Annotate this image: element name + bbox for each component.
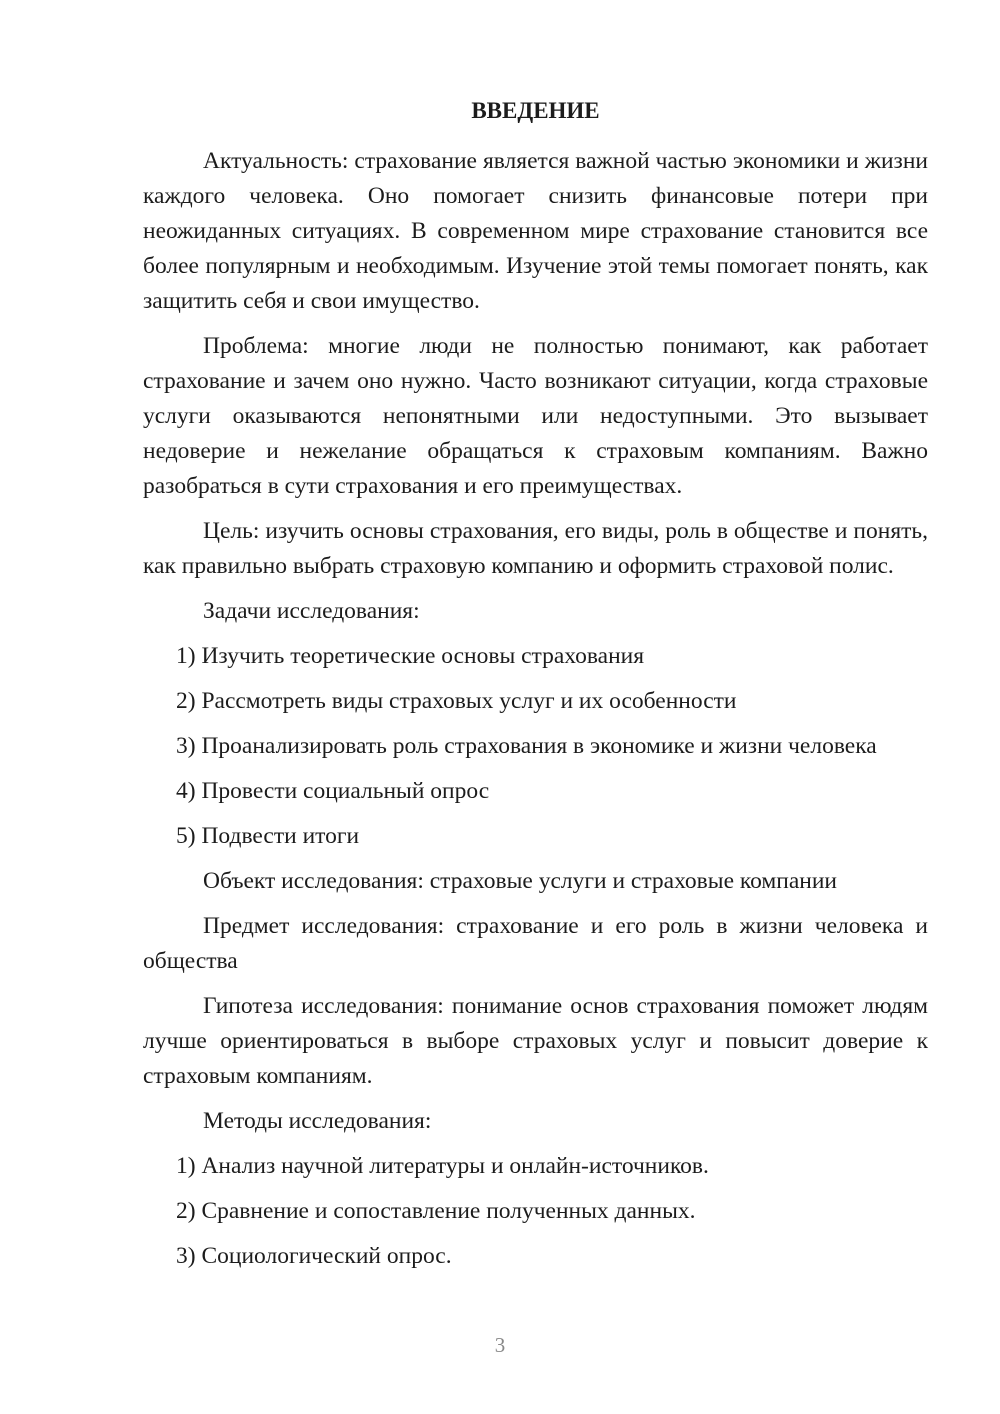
page-number: 3 bbox=[494, 1333, 506, 1357]
page-title: ВВЕДЕНИЕ bbox=[471, 98, 600, 123]
method-item: 1) Анализ научной литературы и онлайн-источников. bbox=[176, 1153, 709, 1179]
relevance-paragraph: Актуальность: страхование является важной частью экономики и жизни каждого человека. Оно помогает снизить финансовые потери при неожиданных ситуациях. В современном мире страхование становится все более популярным и необходимым. Изучение этой темы помогает понять, как защитить себя и свои имущество. bbox=[143, 148, 928, 314]
task-item: 3) Проанализировать роль страхования в экономике и жизни человека bbox=[176, 733, 877, 759]
hypothesis-paragraph: Гипотеза исследования: понимание основ страхования поможет людям лучше ориентироваться в выборе страховых услуг и повысит доверие к страховым компаниям. bbox=[143, 993, 928, 1089]
task-item: 4) Провести социальный опрос bbox=[176, 778, 490, 804]
goal-paragraph: Цель: изучить основы страхования, его виды, роль в обществе и понять, как правильно выбрать страховую компанию и оформить страховой полис. bbox=[143, 518, 928, 579]
problem-paragraph: Проблема: многие люди не полностью понимают, как работает страхование и зачем оно нужно. Часто возникают ситуации, когда страховые услуги оказываются непонятными или недоступными. Это вызывает недоверие и нежелание обращаться к страховым компаниям. Важно разобраться в сути страхования и его преимуществах. bbox=[143, 333, 928, 499]
method-item: 3) Социологический опрос. bbox=[176, 1243, 452, 1269]
task-item: 1) Изучить теоретические основы страхования bbox=[176, 643, 645, 669]
methods-heading: Методы исследования: bbox=[203, 1108, 432, 1134]
object-paragraph: Объект исследования: страховые услуги и страховые компании bbox=[203, 868, 838, 894]
method-item: 2) Сравнение и сопоставление полученных данных. bbox=[176, 1198, 696, 1224]
task-item: 5) Подвести итоги bbox=[176, 823, 360, 849]
task-item: 2) Рассмотреть виды страховых услуг и их особенности bbox=[176, 688, 737, 714]
tasks-heading: Задачи исследования: bbox=[203, 598, 420, 624]
subject-paragraph: Предмет исследования: страхование и его роль в жизни человека и общества bbox=[143, 913, 928, 974]
text-column bbox=[143, 94, 928, 1284]
